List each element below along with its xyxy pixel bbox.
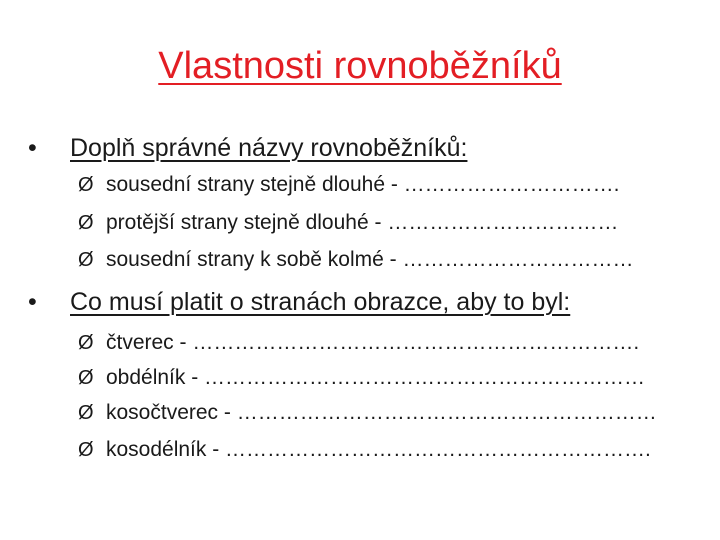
arrow-bullet-icon: Ø bbox=[78, 402, 94, 424]
arrow-bullet-icon: Ø bbox=[78, 212, 94, 234]
arrow-bullet-icon: Ø bbox=[78, 332, 94, 354]
list-item-text: obdélník - ……………………………………………………… bbox=[106, 366, 646, 389]
bullet-icon: • bbox=[28, 134, 37, 162]
arrow-bullet-icon: Ø bbox=[78, 249, 94, 271]
section-heading-1 bbox=[28, 132, 467, 164]
list-item bbox=[78, 171, 620, 199]
section-heading-text: Co musí platit o stranách obrazce, aby to byl: bbox=[70, 288, 571, 316]
list-item bbox=[78, 364, 645, 392]
list-item-text: kosodélník - ……………………………………………………. bbox=[106, 438, 651, 461]
list-item-text: protější strany stejně dlouhé - …………………………… bbox=[106, 211, 619, 234]
list-item bbox=[78, 246, 633, 274]
list-item-text: sousední strany k sobě kolmé - …………………………… bbox=[106, 248, 634, 271]
list-item bbox=[78, 209, 618, 237]
list-item bbox=[78, 329, 639, 357]
list-item bbox=[78, 436, 651, 464]
bullet-icon: • bbox=[28, 288, 37, 316]
arrow-bullet-icon: Ø bbox=[78, 367, 94, 389]
list-item bbox=[78, 399, 657, 427]
section-heading-text: Doplň správné názvy rovnoběžníků: bbox=[70, 134, 468, 162]
slide-title: Vlastnosti rovnoběžníků bbox=[158, 45, 562, 87]
arrow-bullet-icon: Ø bbox=[78, 439, 94, 461]
section-heading-2 bbox=[28, 286, 570, 318]
list-item-text: kosočtverec - …………………………………………………… bbox=[106, 401, 657, 424]
arrow-bullet-icon: Ø bbox=[78, 174, 94, 196]
list-item-text: čtverec - ………………………………………………………. bbox=[106, 331, 640, 354]
list-item-text: sousední strany stejně dlouhé - …………………………. bbox=[106, 173, 620, 196]
